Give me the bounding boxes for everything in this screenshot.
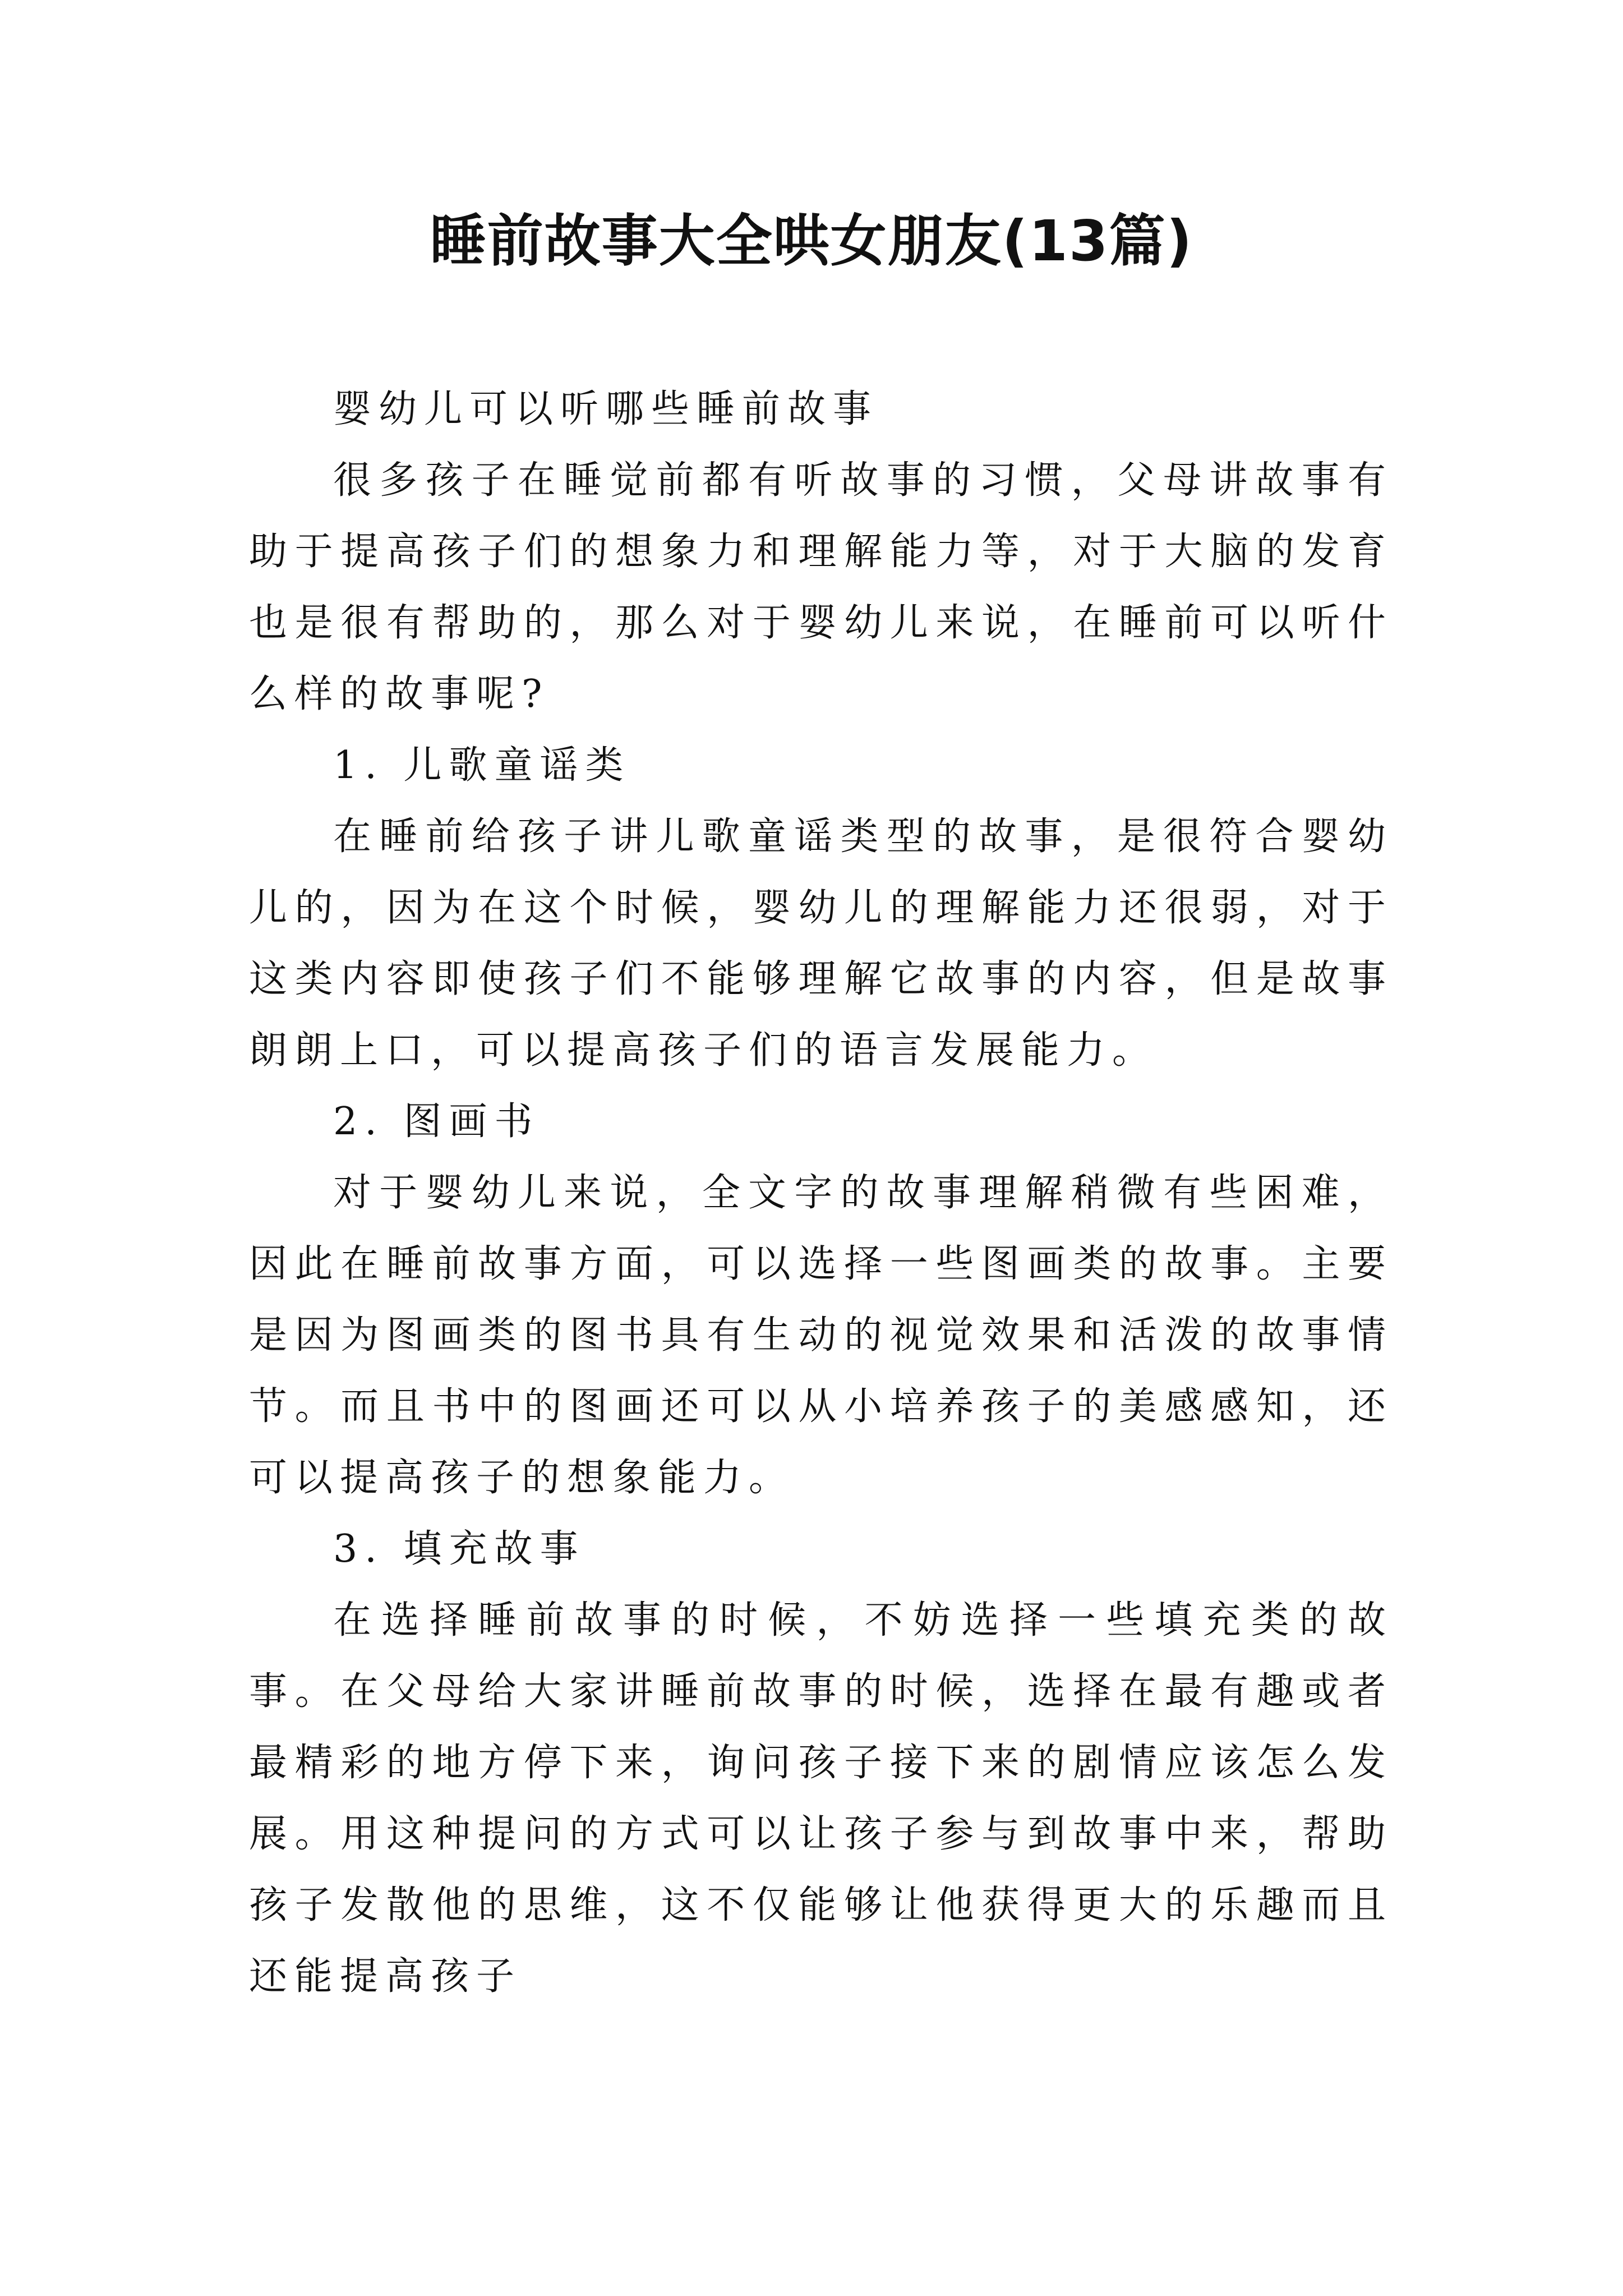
document-title: 睡前故事大全哄女朋友(13篇) [430,208,1193,274]
document-body [249,374,1393,2012]
list-heading: 3. 填充故事 [333,1527,585,1571]
list-heading: 1. 儿歌童谣类 [333,743,631,788]
paragraph: 对于婴幼儿来说，全文字的故事理解稍微有些困难，因此在睡前故事方面，可以选择一些图画类的故事。主要是因为图画类的图书具有生动的视觉效果和活泼的故事情节。而且书中的图画还可以从小培养孩子的美感感知，还可以提高孩子的想象能力。 [249,1171,1393,1500]
paragraph: 在选择睡前故事的时候，不妨选择一些填充类的故事。在父母给大家讲睡前故事的时候，选择在最有趣或者最精彩的地方停下来，询问孩子接下来的剧情应该怎么发展。用这种提问的方式可以让孩子参与到故事中来，帮助孩子发散他的思维，这不仅能够让他获得更大的乐趣而且还能提高孩子 [249,1598,1393,1999]
paragraph: 在睡前给孩子讲儿歌童谣类型的故事，是很符合婴幼儿的，因为在这个时候，婴幼儿的理解能力还很弱，对于这类内容即使孩子们不能够理解它故事的内容，但是故事朗朗上口，可以提高孩子们的语言发展能力。 [249,815,1393,1073]
paragraph: 很多孩子在睡觉前都有听故事的习惯，父母讲故事有助于提高孩子们的想象力和理解能力等，对于大脑的发育也是很有帮助的，那么对于婴幼儿来说，在睡前可以听什么样的故事呢? [249,458,1393,716]
section-heading: 婴幼儿可以听哪些睡前故事 [333,387,879,431]
list-heading: 2. 图画书 [333,1099,540,1144]
